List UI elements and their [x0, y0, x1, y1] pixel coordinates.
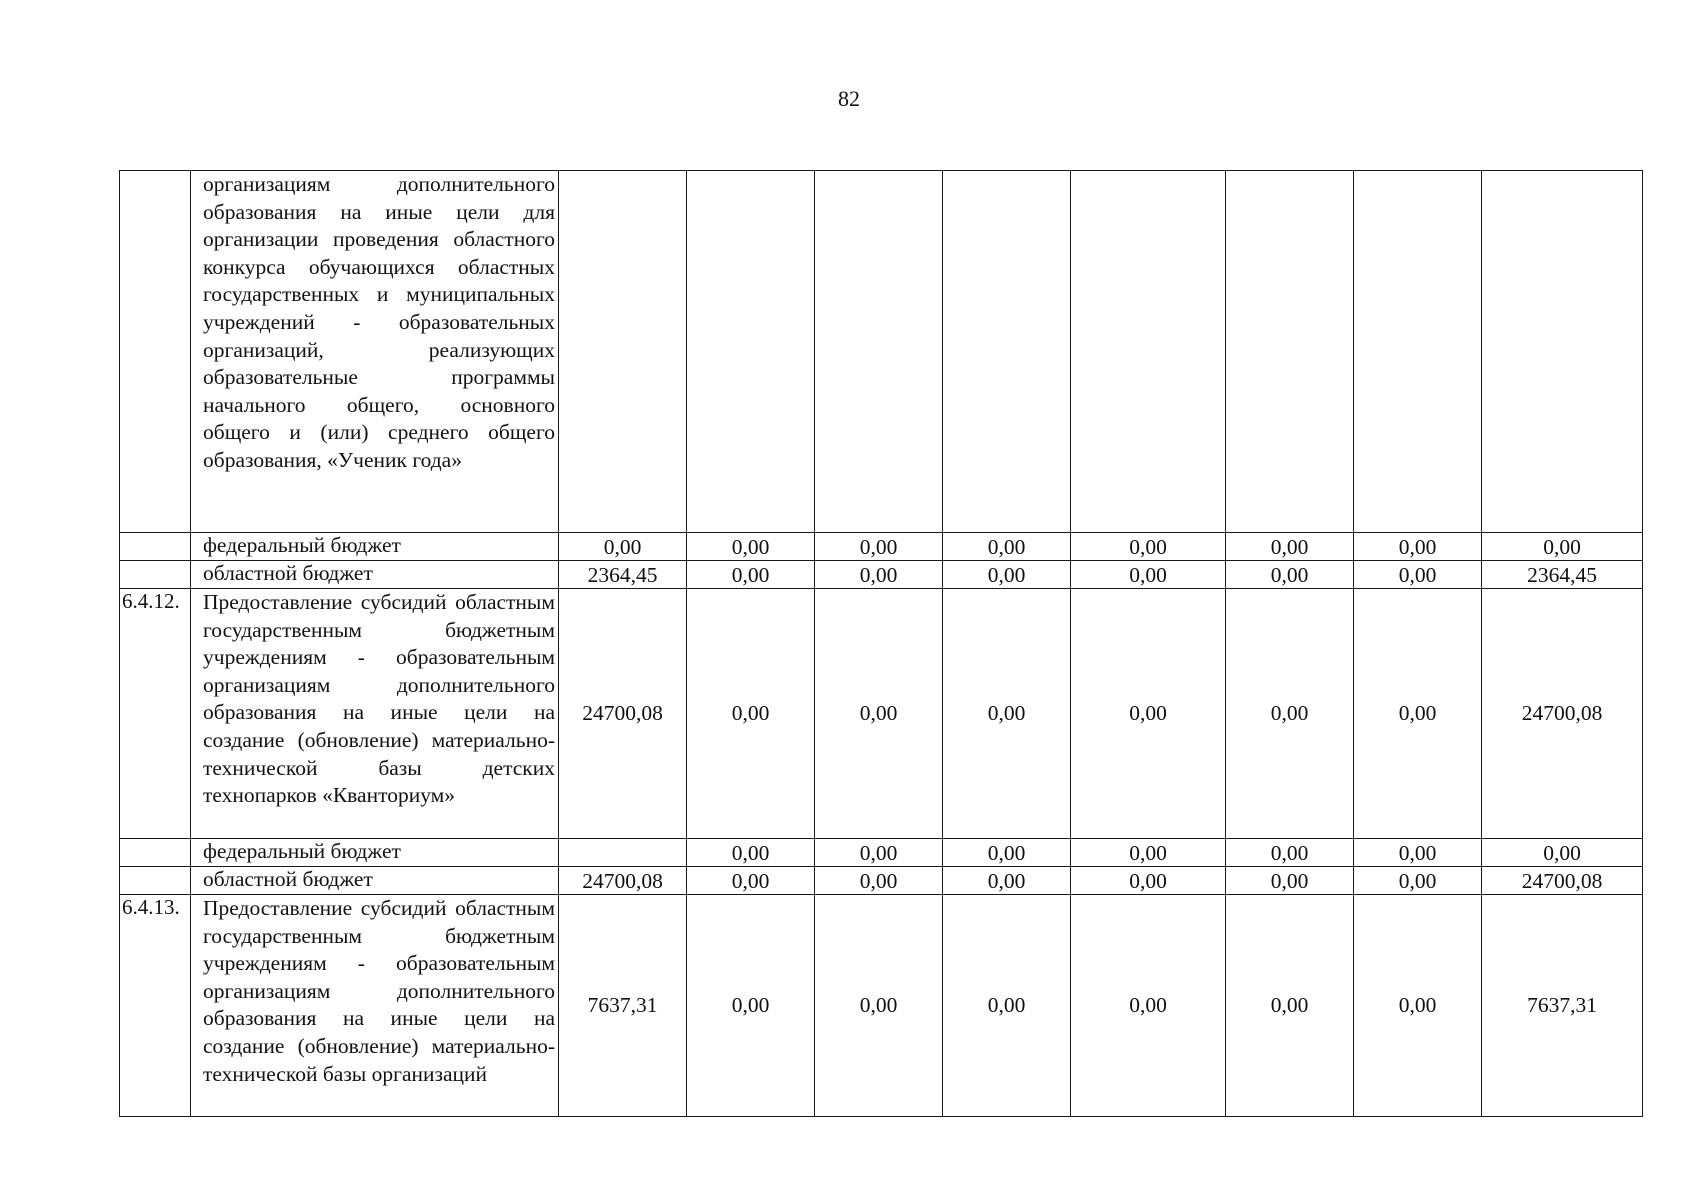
value-cell: 24700,08 [1482, 589, 1643, 839]
value-cell [815, 171, 943, 533]
value-cell: 0,00 [1071, 561, 1226, 589]
value-cell: 0,00 [1354, 895, 1482, 1117]
value-cell: 0,00 [687, 895, 815, 1117]
value-cell: 0,00 [1071, 533, 1226, 561]
value-cell [1226, 171, 1354, 533]
value-cell: 0,00 [1071, 589, 1226, 839]
value-cell: 0,00 [559, 533, 687, 561]
value-cell: 0,00 [1482, 839, 1643, 867]
value-cell: 0,00 [943, 561, 1071, 589]
value-cell [943, 171, 1071, 533]
value-cell: 24700,08 [559, 867, 687, 895]
table-row [120, 589, 1643, 839]
value-cell [1071, 171, 1226, 533]
value-cell: 24700,08 [1482, 867, 1643, 895]
value-cell: 0,00 [687, 561, 815, 589]
row-description: федеральный бюджет [191, 533, 559, 561]
value-cell [687, 171, 815, 533]
value-cell: 0,00 [943, 533, 1071, 561]
value-cell: 0,00 [687, 867, 815, 895]
row-description: областной бюджет [191, 561, 559, 589]
value-cell: 0,00 [1226, 561, 1354, 589]
value-cell: 0,00 [943, 839, 1071, 867]
value-cell: 0,00 [943, 867, 1071, 895]
row-description-text: организациям дополнительного образования на иные цели для организации проведения областного конкурса обучающихся областных государственных и муниципальных учреждений - образовательных организаций, реализующих образовательные программы начального общего, основного общего и (или) среднего общего образования, «Ученик года» [203, 172, 555, 472]
value-cell: 0,00 [815, 895, 943, 1117]
value-cell [559, 839, 687, 867]
value-cell: 2364,45 [1482, 561, 1643, 589]
value-cell: 0,00 [687, 839, 815, 867]
value-cell: 0,00 [1354, 867, 1482, 895]
row-number [120, 867, 191, 895]
table-row [120, 171, 1643, 533]
row-number [120, 839, 191, 867]
value-cell: 0,00 [1226, 533, 1354, 561]
value-cell: 0,00 [1226, 839, 1354, 867]
row-description-text: Предоставление субсидий областным государственным бюджетным учреждениям - образовательным организациям дополнительного образования на иные цели на создание (обновление) материально-технической базы детских технопарков «Кванториум» [203, 590, 555, 808]
value-cell: 0,00 [815, 533, 943, 561]
value-cell: 0,00 [1482, 533, 1643, 561]
budget-table [119, 170, 1643, 1117]
table-row [120, 867, 1643, 895]
table-row [120, 561, 1643, 589]
value-cell: 0,00 [1071, 839, 1226, 867]
value-cell: 0,00 [815, 839, 943, 867]
value-cell: 0,00 [1354, 839, 1482, 867]
row-description [191, 171, 559, 533]
value-cell: 0,00 [1071, 895, 1226, 1117]
value-cell: 2364,45 [559, 561, 687, 589]
row-description: федеральный бюджет [191, 839, 559, 867]
row-number [120, 561, 191, 589]
value-cell: 24700,08 [559, 589, 687, 839]
value-cell: 0,00 [943, 895, 1071, 1117]
value-cell: 0,00 [815, 561, 943, 589]
table-row [120, 533, 1643, 561]
value-cell: 0,00 [1354, 533, 1482, 561]
value-cell: 0,00 [1354, 561, 1482, 589]
row-description-text: Предоставление субсидий областным государственным бюджетным учреждениям - образовательным организациям дополнительного образования на иные цели на создание (обновление) материально-технической базы организаций [203, 896, 555, 1086]
row-number [120, 533, 191, 561]
value-cell: 0,00 [1226, 895, 1354, 1117]
value-cell [1482, 171, 1643, 533]
value-cell: 7637,31 [1482, 895, 1643, 1117]
value-cell: 0,00 [815, 867, 943, 895]
table-row [120, 895, 1643, 1117]
value-cell: 7637,31 [559, 895, 687, 1117]
table-row [120, 839, 1643, 867]
value-cell: 0,00 [687, 589, 815, 839]
value-cell: 0,00 [1071, 867, 1226, 895]
value-cell: 0,00 [1226, 867, 1354, 895]
value-cell: 0,00 [1226, 589, 1354, 839]
value-cell [559, 171, 687, 533]
row-number [120, 171, 191, 533]
page-number: 82 [838, 86, 860, 111]
value-cell: 0,00 [687, 533, 815, 561]
row-number: 6.4.13. [120, 895, 191, 1117]
row-number: 6.4.12. [120, 589, 191, 839]
row-description [191, 589, 559, 839]
value-cell: 0,00 [943, 589, 1071, 839]
row-description: областной бюджет [191, 867, 559, 895]
value-cell: 0,00 [815, 589, 943, 839]
value-cell: 0,00 [1354, 589, 1482, 839]
row-description [191, 895, 559, 1117]
value-cell [1354, 171, 1482, 533]
